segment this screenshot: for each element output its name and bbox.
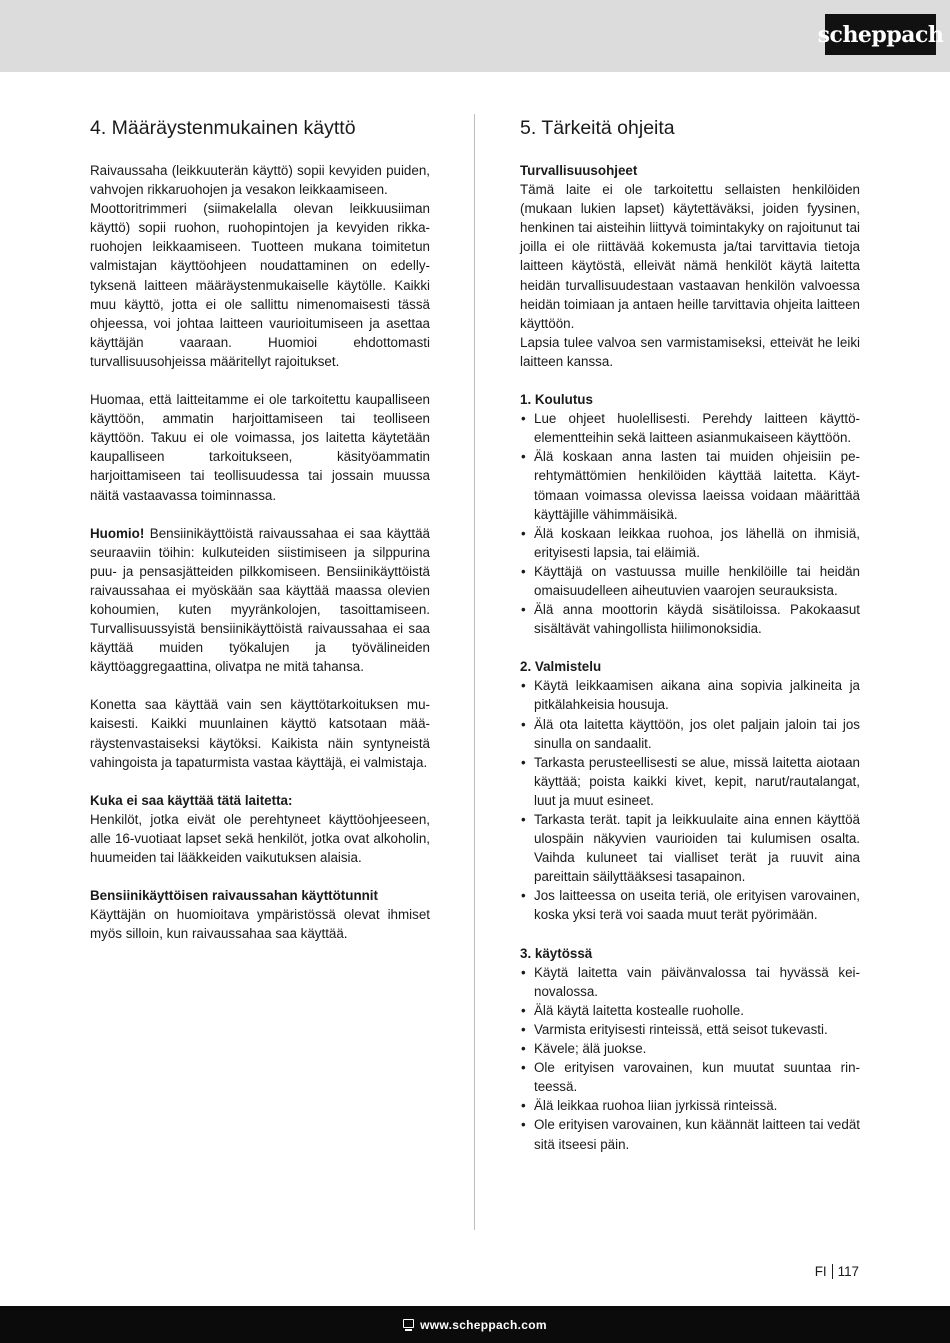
subheading: Turvallisuusohjeet <box>520 163 638 178</box>
list-item: • Älä ota laitetta käyttöön, jos olet paljain jaloin tai jos sinulla on sandaalit. <box>520 715 860 753</box>
page-number <box>815 1264 859 1279</box>
section-4-heading: 4. Määräystenmukainen käyttö <box>90 117 356 139</box>
page-separator <box>832 1264 833 1279</box>
paragraph: Lapsia tulee valvoa sen varmistamiseksi, etteivät he leiki laitteen kanssa. <box>520 334 860 369</box>
list-item: • Älä käytä laitetta kostealle ruoholle. <box>520 1001 860 1020</box>
preparation-list <box>520 676 860 924</box>
list-item: • Jos laitteessa on useita teriä, ole erityisen varovainen, koska yksi terä voi saada muut terät pyörimään. <box>520 886 860 924</box>
list-item: • Käyttäjä on vastuussa muille henkilöille tai heidän omaisuudelleen aiheutuvien vaarojen seurauksista. <box>520 562 860 600</box>
subheading-training: 1. Koulutus <box>520 392 593 408</box>
subheading-in-use: 3. käytössä <box>520 945 593 961</box>
paragraph <box>90 524 430 677</box>
left-column <box>90 115 430 943</box>
list-item: • Älä leikkaa ruohoa liian jyrkissä rinteissä. <box>520 1096 860 1115</box>
paragraph: Moottoritrimmeri (siimakelalla olevan leikkuusiiman käyttö) sopii ruohon, ruohopintojen ja kevyiden rikkaruohojen leikkaamiseen. Tuotteen mukana toimitetun valmistajan käyttöohjeen noudattaminen on edellytyksenä laitteen määräystenmukaiselle käytölle. Kaikki muu käyttö, jotta ei ole sallittu nimenomaisesti tässä ohjeessa, voi johtaa laitteen vaurioitumiseen ja asettaa käyttäjän vaaraan. Huomioi ehdottomasti turvallisuusohjeissa määritellyt rajoitukset. <box>90 201 430 369</box>
paragraph: Konetta saa käyttää vain sen käyttötarkoituksen mukaisesti. Kaikki muunlainen käyttö katsotaan määräystenvastaiseksi käytöksi. Kaikista näin syntyneistä vahingoista ja tapaturmista vastaa käyttäjä, ei valmistaja. <box>90 697 430 770</box>
right-column <box>520 115 860 1154</box>
paragraph: Käyttäjän on huomioitava ympäristössä olevat ihmiset myös silloin, kun raivaussahaa saa käyttää. <box>90 907 430 942</box>
header-bar <box>0 0 950 72</box>
list-item: • Kävele; älä juokse. <box>520 1039 860 1058</box>
training-list <box>520 409 860 638</box>
list-item: • Tarkasta terät. tapit ja leikkuulaite aina ennen käyttöä ulospäin näkyvien vaurioiden tai kulumisen osalta. Vaihda kuluneet tai vialliset terät ja ruuvit aina pareittain säilyttääksesi tasapainon. <box>520 810 860 886</box>
paragraph: Huomaa, että laitteitamme ei ole tarkoitettu kaupalliseen käyttöön, ammatin harjoittamiseen tai teolliseen käyttöön. Takuu ei ole voimassa, jos laitetta käytetään kaupalliseen tarkoitukseen, käsityöammatin harjoittamiseen tai teollisuudessa tai jossain muussa näitä vastaavassa toiminnassa. <box>90 392 430 503</box>
list-item: • Käytä leikkaamisen aikana aina sopivia jalkineita ja pitkälahkeisia housuja. <box>520 676 860 714</box>
column-divider <box>474 114 475 1230</box>
footer-bar <box>0 1306 950 1343</box>
note-text: Bensiinikäyttöistä raivaussahaa ei saa käyttää seuraaviin töihin: kulkuteiden siistimiseen ja silppurina puu- ja pensasjätteiden pilkkomiseen. Bensiinikäyttöistä raivaussahaa ei myöskään saa käyttää maassa olevien kohoumien, kuten myyränkolojen, tasoittamiseen. Turvallisuussyistä bensiinikäyttöistä raivaussahaa ei saa käyttää muiden työkalujen ja työvälineiden käyttöaggregaattina, olivatpa ne mitä tahansa. <box>90 525 430 675</box>
monitor-icon <box>403 1319 414 1328</box>
brand-logo <box>817 14 944 55</box>
paragraph: Tämä laite ei ole tarkoitettu sellaisten henkilöiden (mukaan lukien lapset) käytettäväksi, joiden fyysinen, henkinen tai aisteihin liittyvä toimintakyky on rajoitunut tai joilla ei ole riittävää kokemusta ja/tai tarvittavia tietoja laitteen käytöstä, elleivät nämä henkilöt käytä laitetta heidän turvallisuudestaan vastaavan henkilön valvoessa heidän toimiaan ja antaen heille tarvittavia ohjeita laitteen käyttöön. <box>520 182 860 331</box>
website-link[interactable]: www.scheppach.com <box>420 1317 547 1332</box>
list-item: • Älä koskaan leikkaa ruohoa, jos lähellä on ihmisiä, erityisesti lapsia, tai eläimiä. <box>520 524 860 562</box>
list-item: • Tarkasta perusteellisesti se alue, missä laitetta aiotaan käyttää; poista kaikki kivet, kepit, narut/rautalangat, luut ja muut esineet. <box>520 753 860 810</box>
subheading: Bensiinikäyttöisen raivaussahan käyttötunnit <box>90 888 378 904</box>
paragraph: Raivaussaha (leikkuuterän käyttö) sopii kevyiden puiden, vahvojen rikkaruohojen ja vesakon leikkaamiseen. <box>90 163 430 198</box>
list-item: • Varmista erityisesti rinteissä, että seisot tukevasti. <box>520 1020 860 1039</box>
subheading: Kuka ei saa käyttää tätä laitetta: <box>90 792 293 808</box>
list-item: • Ole erityisen varovainen, kun käännät laitteen tai vedät sitä itseesi päin. <box>520 1115 860 1153</box>
list-item: • Älä anna moottorin käydä sisätiloissa. Pakokaasut sisältävät vahingollista hiilimonoksidia. <box>520 600 860 638</box>
note-label: Huomio! <box>90 525 145 541</box>
list-item: • Ole erityisen varovainen, kun muutat suuntaa rinteessä. <box>520 1058 860 1096</box>
section-5-heading: 5. Tärkeitä ohjeita <box>520 117 675 139</box>
subheading-preparation: 2. Valmistelu <box>520 659 602 675</box>
language-code: FI <box>814 1264 827 1279</box>
page-number-value: 117 <box>837 1264 859 1279</box>
list-item: • Älä koskaan anna lasten tai muiden ohjeisiin perehtymättömien henkilöiden käyttää laitetta. Käyttömaan voimassa olevissa laeissa voidaan määrittää käyttäjille vähimmäisikä. <box>520 447 860 523</box>
list-item: • Käytä laitetta vain päivänvalossa tai hyvässä keinovalossa. <box>520 963 860 1001</box>
paragraph: Henkilöt, jotka eivät ole perehtyneet käyttöohjeeseen, alle 16-vuotiaat lapset sekä henkilöt, jotka ovat alkoholin, huumeiden tai lääkkeiden vaikutuksen alaisia. <box>90 811 430 865</box>
list-item: • Lue ohjeet huolellisesti. Perehdy laitteen käyttöelementteihin sekä laitteen asianmukaiseen käyttöön. <box>520 409 860 447</box>
brand-logo-text: scheppach <box>817 21 944 48</box>
in-use-list <box>520 963 860 1154</box>
